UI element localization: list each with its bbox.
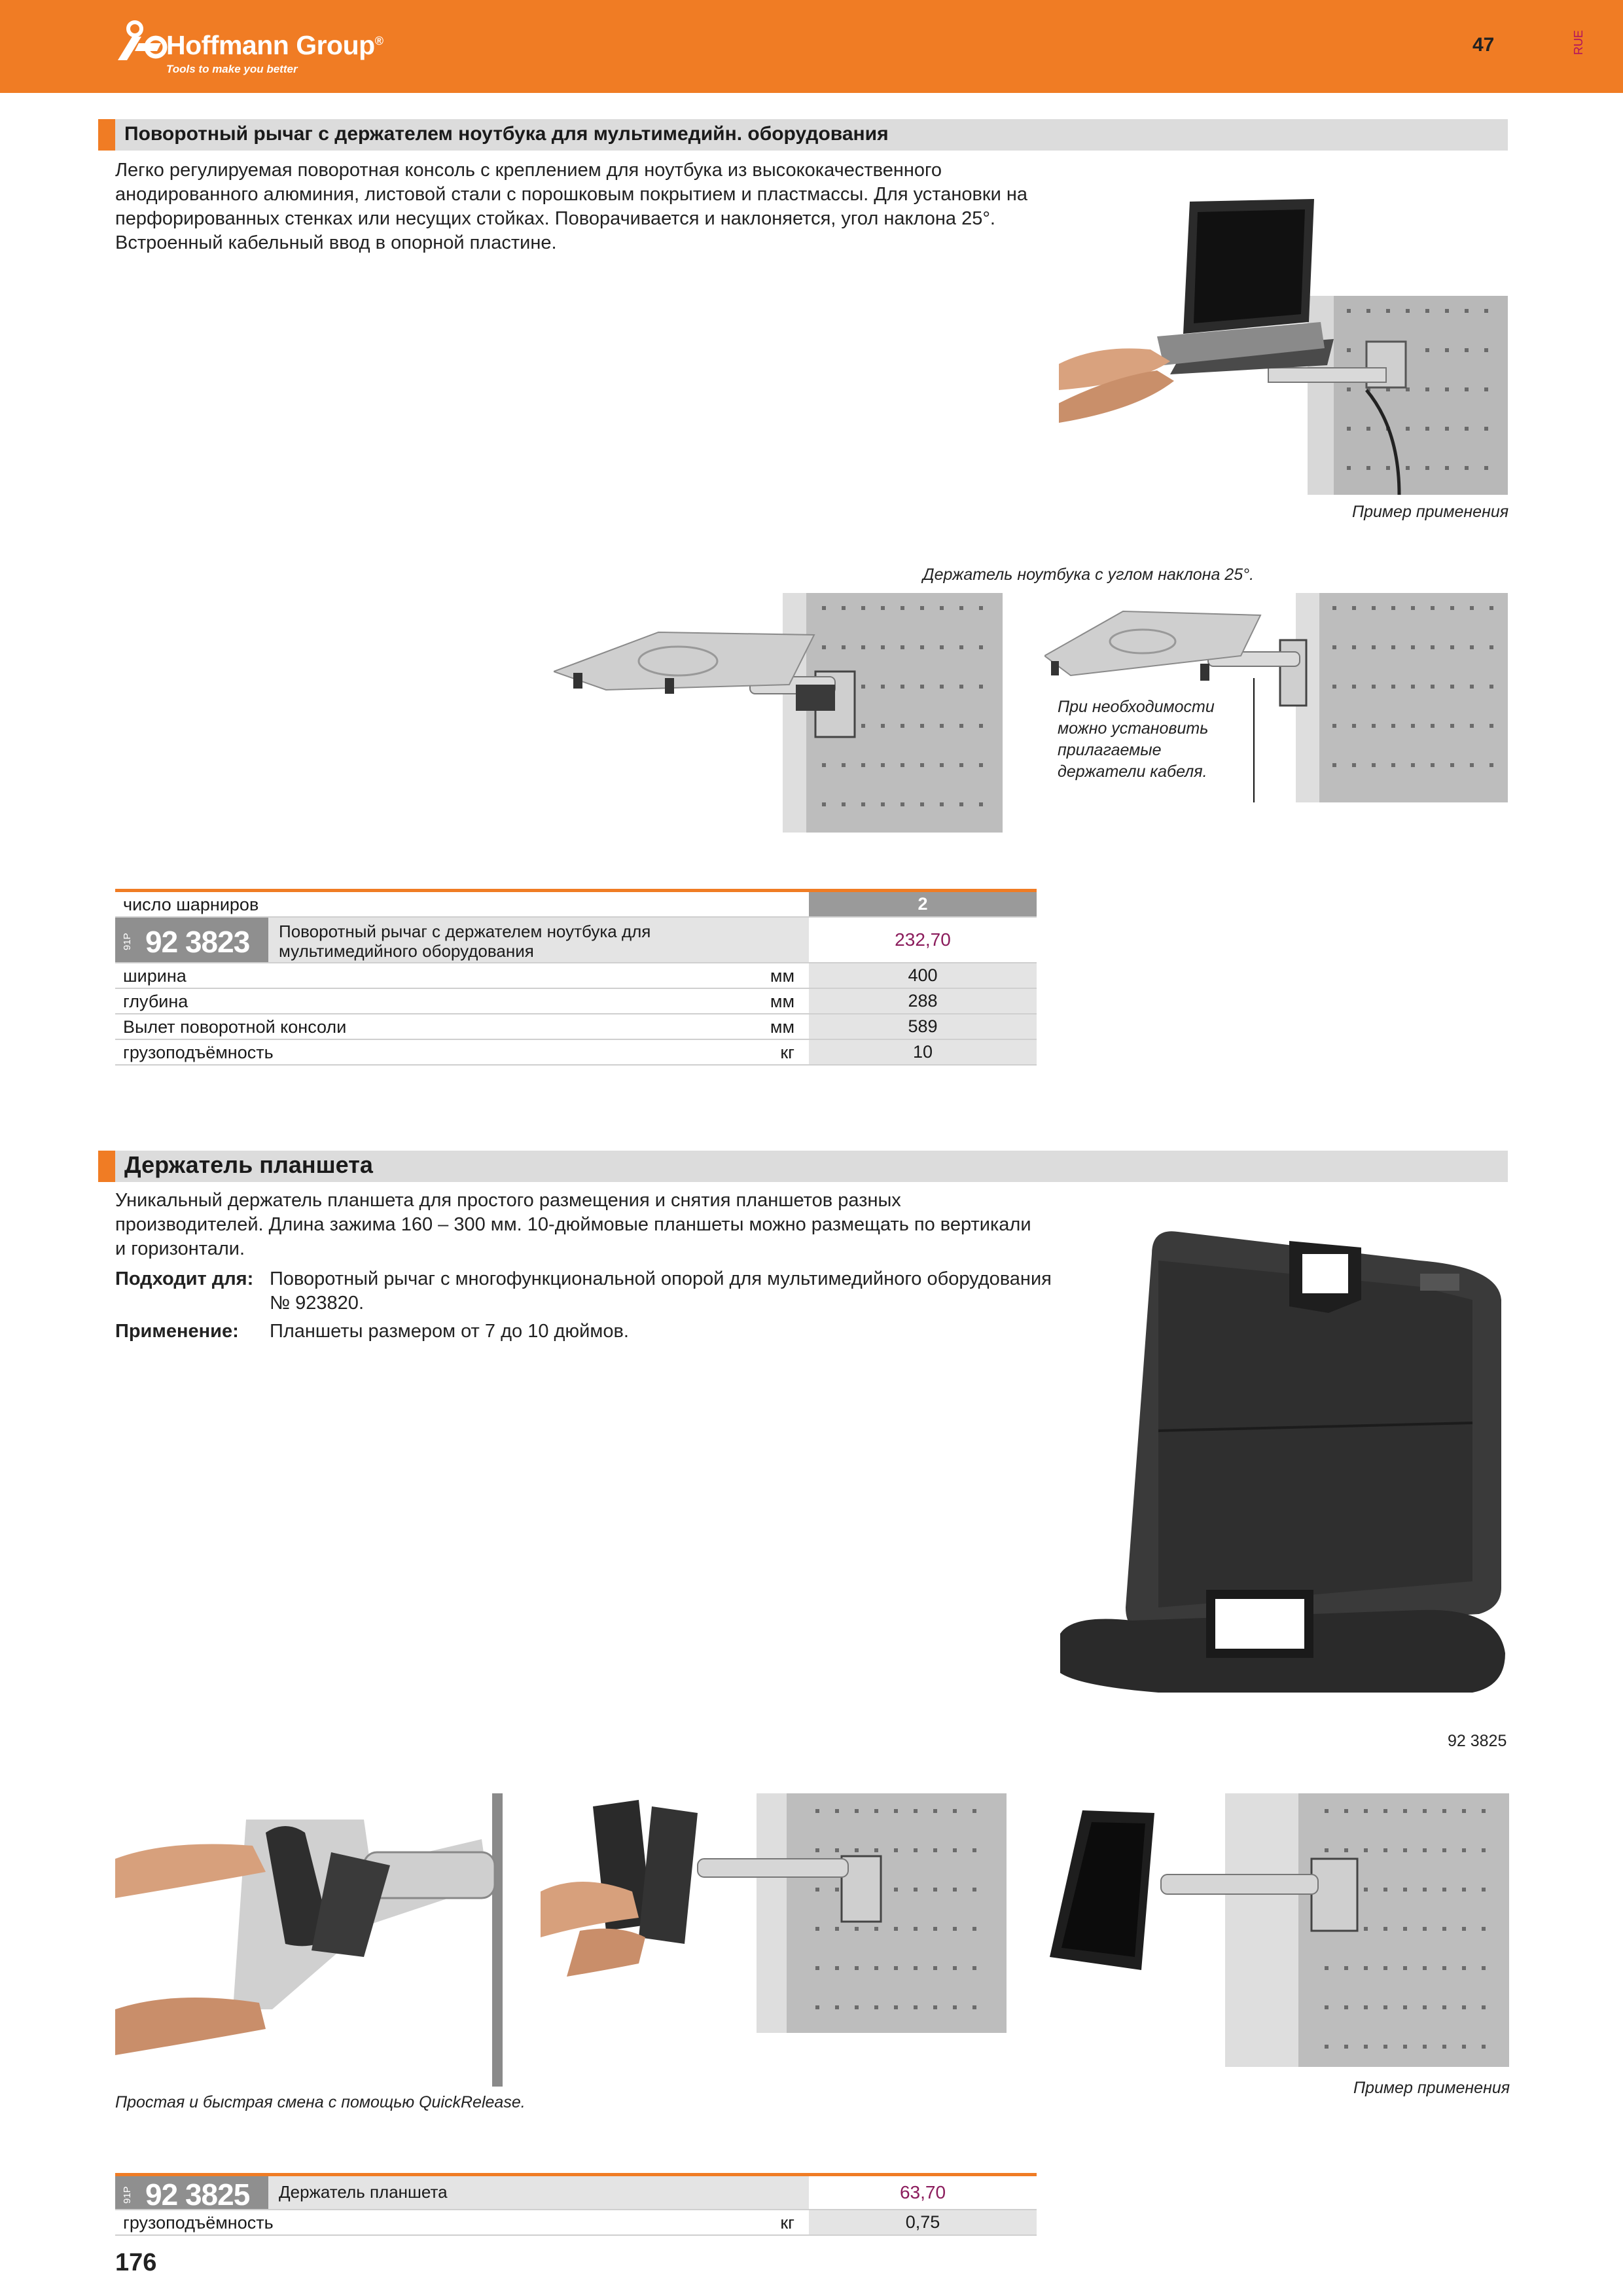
article-number-box bbox=[115, 918, 268, 962]
row-value: 589 bbox=[809, 1014, 1037, 1039]
language-code: RUE bbox=[1572, 29, 1585, 55]
catalog-page-number: 47 bbox=[1472, 34, 1495, 56]
table-row bbox=[115, 2210, 1037, 2236]
brand-tagline: Tools to make you better bbox=[166, 63, 298, 75]
fits-label: Подходит для: bbox=[115, 1268, 254, 1289]
section-accent-bar bbox=[98, 119, 115, 151]
article-name: Поворотный рычаг с держателем ноутбука для мультимедийного оборудования bbox=[279, 922, 651, 961]
row-label: ширина bbox=[123, 966, 187, 986]
spec-table-tablet-holder bbox=[115, 2173, 1037, 2246]
table-row bbox=[115, 1014, 1037, 1040]
usage-value: Планшеты размером от 7 до 10 дюймов. bbox=[270, 1321, 629, 1342]
laptop-application-photo bbox=[1059, 194, 1508, 495]
section-header-tablet-holder bbox=[98, 1151, 1508, 1182]
brand-logo bbox=[115, 17, 390, 82]
table-row bbox=[115, 1040, 1037, 1066]
page-number: 176 bbox=[115, 2249, 157, 2276]
section-header-laptop-arm bbox=[98, 119, 1508, 151]
tablet-insert-photo bbox=[541, 1793, 1007, 2033]
article-number-box bbox=[115, 2176, 268, 2212]
section-title: Держатель планшета bbox=[124, 1151, 373, 1178]
row-unit: кг bbox=[780, 2213, 794, 2233]
row-value: 10 bbox=[809, 1040, 1037, 1064]
table-row-joints bbox=[115, 892, 1037, 918]
article-prefix: 91P bbox=[122, 933, 133, 950]
table-row-article bbox=[115, 918, 1037, 963]
section-description: Легко регулируемая поворотная консоль с креплением для ноутбука из высококачественного анодированного алюминия, листовой стали с порошковым покрытием и пластмассы. Для установки на перфорированных стенках или несущих стойках. Поворачивается и наклоняется, угол наклона 25°. Встроенный кабельный ввод в опорной пластине. bbox=[115, 160, 1028, 253]
caption-application-example: Пример применения bbox=[1352, 503, 1509, 521]
row-unit: кг bbox=[780, 1043, 794, 1062]
usage-label: Применение: bbox=[115, 1321, 239, 1342]
tablet-application-photo bbox=[1043, 1793, 1509, 2067]
article-price: 232,70 bbox=[895, 929, 951, 950]
quickrelease-photo bbox=[115, 1793, 503, 2087]
section-accent-bar bbox=[98, 1151, 115, 1182]
article-number: 92 3823 bbox=[145, 925, 250, 959]
row-unit: мм bbox=[770, 992, 794, 1011]
row-label: глубина bbox=[123, 992, 188, 1011]
row-value: 0,75 bbox=[809, 2210, 1037, 2234]
row-label: грузоподъёмность bbox=[123, 2213, 274, 2233]
row-label: число шарниров bbox=[123, 895, 259, 914]
caption-application-example: Пример применения bbox=[1353, 2079, 1510, 2097]
fits-value: Поворотный рычаг с многофункциональной опорой для мультимедийного оборудования № 923820. bbox=[270, 1268, 1052, 1314]
hoffmann-logo-icon bbox=[115, 17, 170, 64]
row-value: 400 bbox=[809, 963, 1037, 988]
table-row bbox=[115, 963, 1037, 989]
fits-for-block bbox=[115, 1267, 1071, 1319]
table-row-article bbox=[115, 2176, 1037, 2210]
section-title: Поворотный рычаг с держателем ноутбука для мультимедийн. оборудования bbox=[124, 123, 889, 145]
row-unit: мм bbox=[770, 966, 794, 986]
table-row bbox=[115, 989, 1037, 1014]
article-prefix: 91P bbox=[122, 2186, 133, 2204]
laptop-holder-flat-photo bbox=[554, 593, 1003, 833]
brand-name: Hoffmann Group® bbox=[166, 30, 383, 60]
article-number: 92 3825 bbox=[145, 2178, 250, 2212]
caption-product-article: 92 3825 bbox=[1448, 1732, 1507, 1750]
spec-table-laptop-arm bbox=[115, 889, 1037, 1068]
tablet-holder-product-photo bbox=[1054, 1215, 1512, 1751]
caption-tilt-angle: Держатель ноутбука с углом наклона 25°. bbox=[923, 565, 1255, 584]
row-value: 2 bbox=[809, 892, 1037, 916]
brand-trademark: ® bbox=[374, 34, 383, 48]
caption-quickrelease: Простая и быстрая смена с помощью QuickRelease. bbox=[115, 2093, 526, 2111]
usage-block bbox=[115, 1319, 1071, 1346]
row-label: грузоподъёмность bbox=[123, 1043, 274, 1062]
row-value: 288 bbox=[809, 989, 1037, 1013]
caption-cable-holders: При необходимости можно установить прилагаемые держатели кабеля. bbox=[1058, 698, 1215, 781]
article-price: 63,70 bbox=[899, 2182, 946, 2202]
row-label: Вылет поворотной консоли bbox=[123, 1017, 347, 1037]
section-description: Уникальный держатель планшета для простого размещения и снятия планшетов разных производителей. Длина зажима 160 – 300 мм. 10-дюймовые планшеты можно размещать по вертикали и горизонтали. bbox=[115, 1190, 1031, 1259]
row-unit: мм bbox=[770, 1017, 794, 1037]
article-name: Держатель планшета bbox=[279, 2182, 448, 2202]
